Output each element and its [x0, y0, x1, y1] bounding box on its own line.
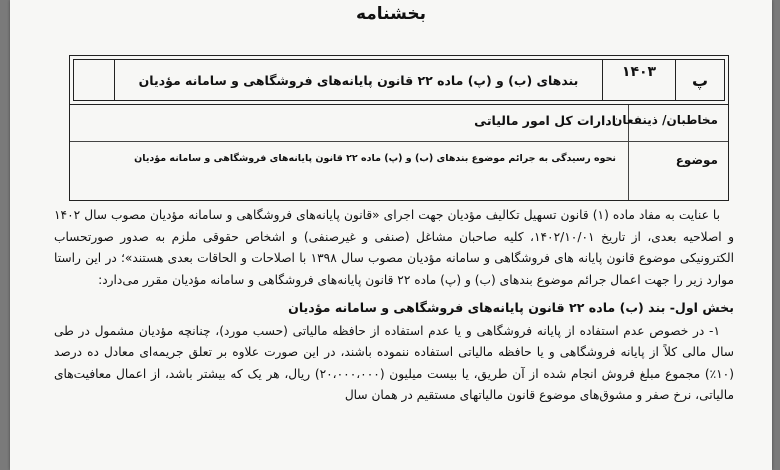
header-subject: بندهای (ب) و (پ) ماده ۲۲ قانون پایانه‌های فروشگاهی و سامانه مؤدیان — [114, 60, 602, 100]
document-title: بخشنامه — [355, 4, 427, 24]
header-code: پ — [675, 60, 724, 100]
section-paragraph: ۱- در خصوص عدم استفاده از پایانه فروشگاهی و یا عدم استفاده از حافظه مالیاتی (حسب مورد)، چنانچه مؤدیان مشمول در طی سال مالی کلاً از پایانه فروشگاهی و یا حافظه مالیاتی استفاده ننموده باشند، در این صورت علاوه بر تعلق جریمه‌ای معادل ده درصد (۱۰٪) مجموع مبلغ فروش انجام شده از آن طریق، یا بیست میلیون (۲۰،۰۰۰،۰۰۰) ریال، هر یک که بیشتر باشد، از اعمال معافیت‌های مالیاتی، نرخ صفر و مشوق‌های موضوع قانون مالیاتهای مستقیم در همان سال — [54, 323, 734, 402]
audience-label: مخاطبان/ ذینفعان — [612, 113, 718, 127]
intro-paragraph: با عنایت به مفاد ماده (۱) قانون تسهیل تکالیف مؤدیان جهت اجرای «قانون پایانه‌های فروشگاهی و سامانه مؤدیان مصوب سال ۱۴۰۲ و اصلاحیه بعدی، از تاریخ ۱۴۰۲/۱۰/۰۱، کلیه صاحبان مشاغل (صنفی و غیرصنفی) و اشخاص حقوقی ملزم به صدور صورتحساب الکترونیکی موضوع قانون پایانه های فروشگاهی و سامانه مؤدیان مصوب سال ۱۳۹۸ با اصلاحات و الحاقات بعدی هستند»؛ در این راستا موارد زیر را جهت اعمال جرائم موضوع بندهای (ب) و (پ) ماده ۲۲ قانون پایانه‌های فروشگاهی و سامانه مؤدیان مقرر می‌دارد: — [54, 208, 734, 287]
header-box — [69, 55, 729, 105]
header-row — [73, 59, 725, 101]
subject-label: موضوع — [675, 153, 718, 167]
header-blank-cell — [74, 60, 114, 100]
audience-value: ادارات کل امور مالیاتی — [474, 113, 616, 128]
meta-row-divider — [70, 141, 728, 142]
subject-value: نحوه رسیدگی به جرائم موضوع بندهای (ب) و (پ) ماده ۲۲ قانون پایانه‌های فروشگاهی و سامانه مؤدیان — [134, 153, 616, 164]
body-text — [54, 205, 734, 407]
section-title: بخش اول- بند (ب) ماده ۲۲ قانون پایانه‌های فروشگاهی و سامانه مؤدیان — [288, 300, 734, 315]
header-year: ۱۴۰۳ — [602, 60, 675, 100]
meta-table — [69, 105, 729, 201]
document-page — [10, 0, 772, 470]
